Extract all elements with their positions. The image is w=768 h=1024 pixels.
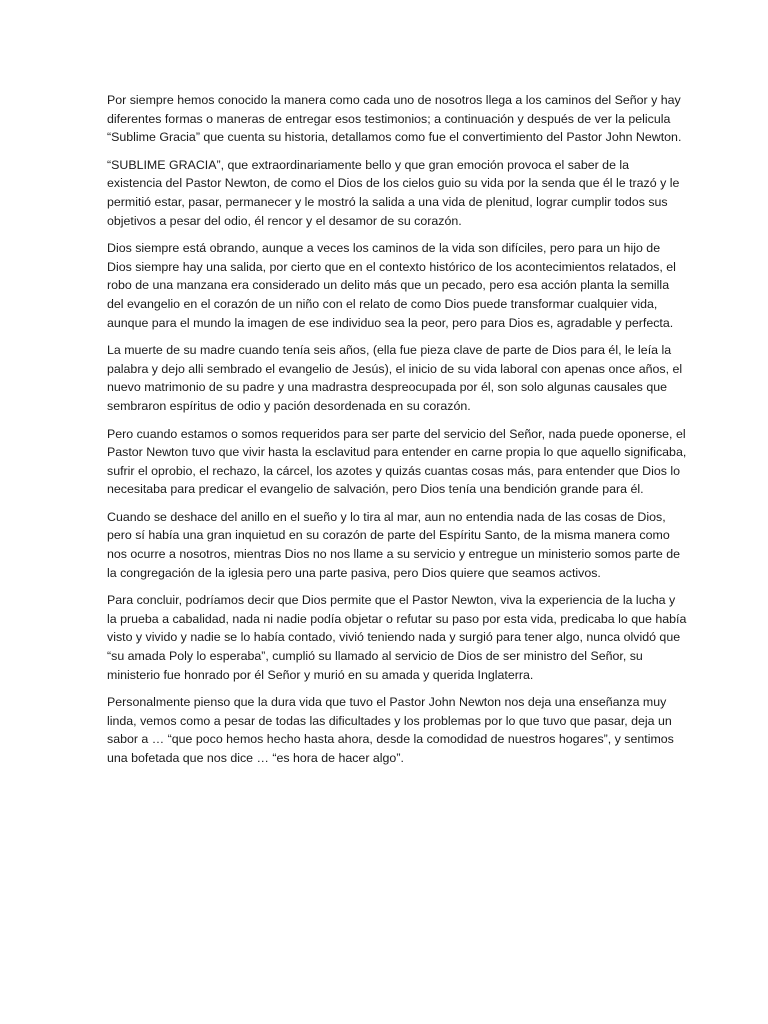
paragraph-muerte-madre: La muerte de su madre cuando tenía seis años, (ella fue pieza clave de parte de Dios para él, le leía la palabra y dejo alli sembrado el evangelio de Jesús), el inicio de su vida laboral con apenas once años, el nuevo matrimonio de su padre y una madrastra despreocupada por él, son solo algunas causales que sembraron espíritus de odio y pación desordenada en su corazón.: [107, 343, 683, 413]
paragraph-intro: Por siempre hemos conocido la manera como cada uno de nosotros llega a los caminos del Señor y hay diferentes formas o maneras de entregar esos testimonios; a continuación y después de ver la pelicula “Sublime Gracia” que cuenta su historia, detallamos como fue el convertimiento del Pastor John Newton.: [107, 93, 682, 145]
paragraph-personal-opinion: Personalmente pienso que la dura vida que tuvo el Pastor John Newton nos deja una enseñanza muy linda, vemos como a pesar de todas las dificultades y los problemas por lo que tuvo que pasar, deja un sabor a … “que poco hemos hecho hasta ahora, desde la comodidad de nuestros hogares”, y sentimos una bofetada que nos dice … “es hora de hacer algo”.: [107, 695, 674, 765]
document-page: [107, 91, 687, 777]
paragraph-conclusion: Para concluir, podríamos decir que Dios permite que el Pastor Newton, viva la experiencia de la lucha y la prueba a cabalidad, nada ni nadie podía objetar o refutar su paso por esta vida, predicaba lo que había visto y vivido y nadie se lo había contado, vivió teniendo nada y surgió para tener algo, nunca olvidó que “su amada Poly lo esperaba”, cumplió su llamado al servicio de Dios de ser ministro del Señor, su ministerio fue honrado por él Señor y murió en su amada y querida Inglaterra.: [107, 593, 687, 682]
paragraph-anillo-sueno: Cuando se deshace del anillo en el sueño y lo tira al mar, aun no entendia nada de las cosas de Dios, pero sí había una gran inquietud en su corazón de parte del Espíritu Santo, de la misma manera como nos ocurre a nosotros, mientras Dios no nos llame a su servicio y entregue un ministerio somos parte de la congregación de la iglesia pero una parte pasiva, pero Dios quiere que seamos activos.: [107, 509, 680, 580]
paragraph-dios-obrando: Dios siempre está obrando, aunque a veces los caminos de la vida son difíciles, pero para un hijo de Dios siempre hay una salida, por cierto que en el contexto histórico de los acontecimientos relatados, el robo de una manzana era considerado un delito más que un pecado, pero esa acción planta la semilla del evangelio en el corazón de un niño con el relato de como Dios puede transformar cualquier vida, aunque para el mundo la imagen de ese individuo sea la peor, pero para Dios es, agradable y perfecta.: [107, 241, 676, 330]
paragraph-servicio-senor: Pero cuando estamos o somos requeridos para ser parte del servicio del Señor, nada puede oponerse, el Pastor Newton tuvo que vivir hasta la esclavitud para entender en carne propia lo que aquello significaba, sufrir el oprobio, el rechazo, la cárcel, los azotes y quizás cuantas cosas más, para entender que Dios lo necesitaba para predicar el evangelio de salvación, pero Dios tenía una bendición grande para él.: [107, 426, 687, 497]
paragraph-sublime-gracia: “SUBLIME GRACIA”, que extraordinariamente bello y que gran emoción provoca el saber de la existencia del Pastor Newton, de como el Dios de los cielos guio su vida por la senda que él le trazó y le permitió estar, pasar, permanecer y le mostró la salida a una vida de plenitud, lograr cumplir todos sus objetivos a pesar del odio, él rencor y el desamor de su corazón.: [107, 157, 680, 228]
